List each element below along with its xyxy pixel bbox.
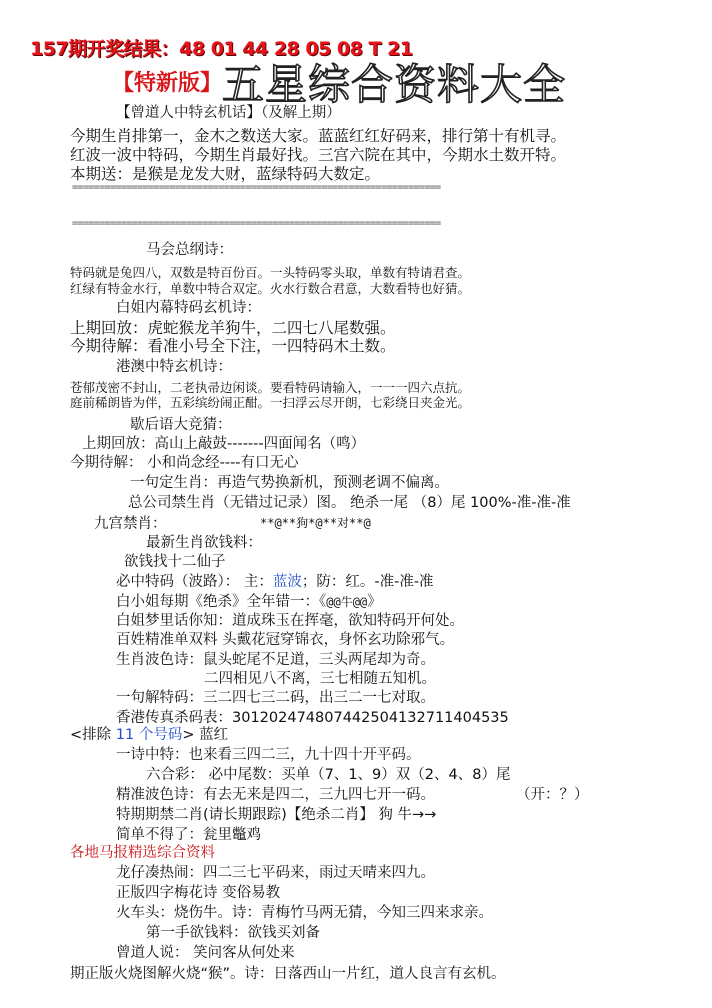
exclude-count: 11 个号码 <box>111 727 183 743</box>
text-line: 生肖波色诗：鼠头蛇尾不足道，三头两尾却为奇。 <box>116 652 435 668</box>
text-line: 六合彩： 必中尾数：买单（7、1、9）双（2、4、8）尾 <box>146 767 511 783</box>
text-line: 火车头：烧伤牛。诗：青梅竹马两无猜，今知三四来求亲。 <box>116 905 493 921</box>
text-line: 白姐梦里话你知：道成珠玉在挥毫，欲知特码开何处。 <box>116 613 464 629</box>
edition-badge: 【特新版】 <box>112 71 223 96</box>
exclude-open: <排除 <box>70 727 112 743</box>
section-heading-mahui: 马会总纲诗： <box>146 242 233 258</box>
draw-result-banner: 157期开奖结果：48 01 44 28 05 08 T 21 <box>30 38 413 60</box>
text-line-kill <box>116 590 382 611</box>
text-line: 二四相见八不离，三七相随五知机。 <box>204 671 436 687</box>
text-line: 苍郁茂密不封山，二老执帚边闲谈。要看特码请输入，一一一四六点抗。 <box>70 380 471 395</box>
text-line: 第一手欲钱料：欲钱买刘备 <box>146 925 320 941</box>
text-line: 一句解特码：三二四七三二码，出三二一七对取。 <box>116 690 435 706</box>
text-line: 总公司禁生肖（无错过记录）图。 绝杀一尾 （8）尾 100%-准-准-准 <box>128 495 571 511</box>
section-heading-riddle: 歇后语大竞猜： <box>130 417 232 433</box>
text-line: 上期回放：高山上敲鼓-------四面闻名（鸣） <box>82 436 366 452</box>
text-line-open: （开：？） <box>516 787 589 803</box>
section-heading-zengdaoren: 【曾道人中特玄机话】（及解上期） <box>116 105 341 121</box>
text-line: 今期待解：看准小号全下注，一四特码木土数。 <box>70 337 396 355</box>
wave-suffix: ；防：红。-准-准-准 <box>301 574 434 590</box>
exclude-close: > 蓝红 <box>182 727 229 743</box>
text-line: 百姓精准单双料 头戴花冠穿锦衣，身怀玄功除邪气。 <box>116 632 455 648</box>
text-line: 龙仔凑热闹：四二三七平码来，雨过天晴来四九。 <box>116 865 435 881</box>
text-line: 正版四字梅花诗 变俗易教 <box>116 885 281 901</box>
text-line: 今期待解： 小和尚念经----有口无心 <box>70 455 299 471</box>
text-line: 一句定生肖：再造气势换新机，预测老调不偏离。 <box>130 475 449 491</box>
kill-label: 白小姐每期《绝杀》全年错一：《 <box>116 594 327 610</box>
divider: ==================================================================== <box>72 182 441 193</box>
section-heading-zodiac: 最新生肖欲钱料： <box>146 535 262 551</box>
text-line: 特码就是兔四八，双数是特百份百。一头特码零头取，单数有特请君查。 <box>70 265 471 280</box>
text-line: 欲钱找十二仙子 <box>124 554 226 570</box>
text-line: 一诗中特：也来看三四二三，九十四十开平码。 <box>116 747 421 763</box>
text-line: 特期期禁二肖(请长期跟踪)【绝杀二肖】 狗 牛→→ <box>116 807 437 823</box>
text-line: 上期回放：虎蛇猴龙羊狗牛，二四七八尾数强。 <box>70 319 396 337</box>
text-line: 香港传真杀码表：30120247480744250413271140453​5 <box>116 710 509 726</box>
section-heading-gangao: 港澳中特玄机诗： <box>116 359 232 375</box>
text-line: 红绿有特金水行，单数中特合双定。火水行数合君意，大数看特也好猜。 <box>70 281 471 296</box>
kill-suffix: 》 <box>367 594 382 610</box>
text-line-wave <box>116 570 434 591</box>
wave-value: 蓝波 <box>272 574 302 590</box>
text-line: 简单不得了：瓮里鼈鸡 <box>116 827 261 843</box>
nine-palace-code: **@**狗*@**对**@ <box>260 516 371 530</box>
text-line: 精准波色诗：有去无来是四二，三九四七开一码。 <box>116 787 435 803</box>
section-heading-baijie: 白姐内幕特码玄机诗： <box>116 300 261 316</box>
text-line: 今期生肖排第一，金木之数送大家。蓝蓝红红好码来，排行第十有机寻。 <box>70 127 567 145</box>
text-line: 红波一波中特码，今期生肖最好找。三宫六院在其中，今期水土数开特。 <box>70 146 567 164</box>
wave-label: 必中特码（波路）： 主： <box>116 574 273 590</box>
page-title: 五星综合资料大全 <box>222 60 567 109</box>
text-line: 本期送：是猴是龙发大财，蓝绿特码大数定。 <box>70 165 381 183</box>
text-line: 曾道人说： 笑问客从何处来 <box>116 945 295 961</box>
text-line: 期正版火烧图解火烧“猴”。诗：日落西山一片红，道人良言有玄机。 <box>70 966 506 982</box>
text-line: 庭前稀朗皆为伴，五彩缤纷闹正酣。一扫浮云尽开朗，七彩绕日夹金光。 <box>70 395 471 410</box>
section-heading-regional: 各地马报精选综合资料 <box>70 845 215 861</box>
nine-palace-label: 九宫禁肖： <box>94 516 167 532</box>
kill-code: @@牛@@ <box>326 595 368 609</box>
divider: ==================================================================== <box>72 218 441 229</box>
text-line-exclude <box>70 723 228 744</box>
